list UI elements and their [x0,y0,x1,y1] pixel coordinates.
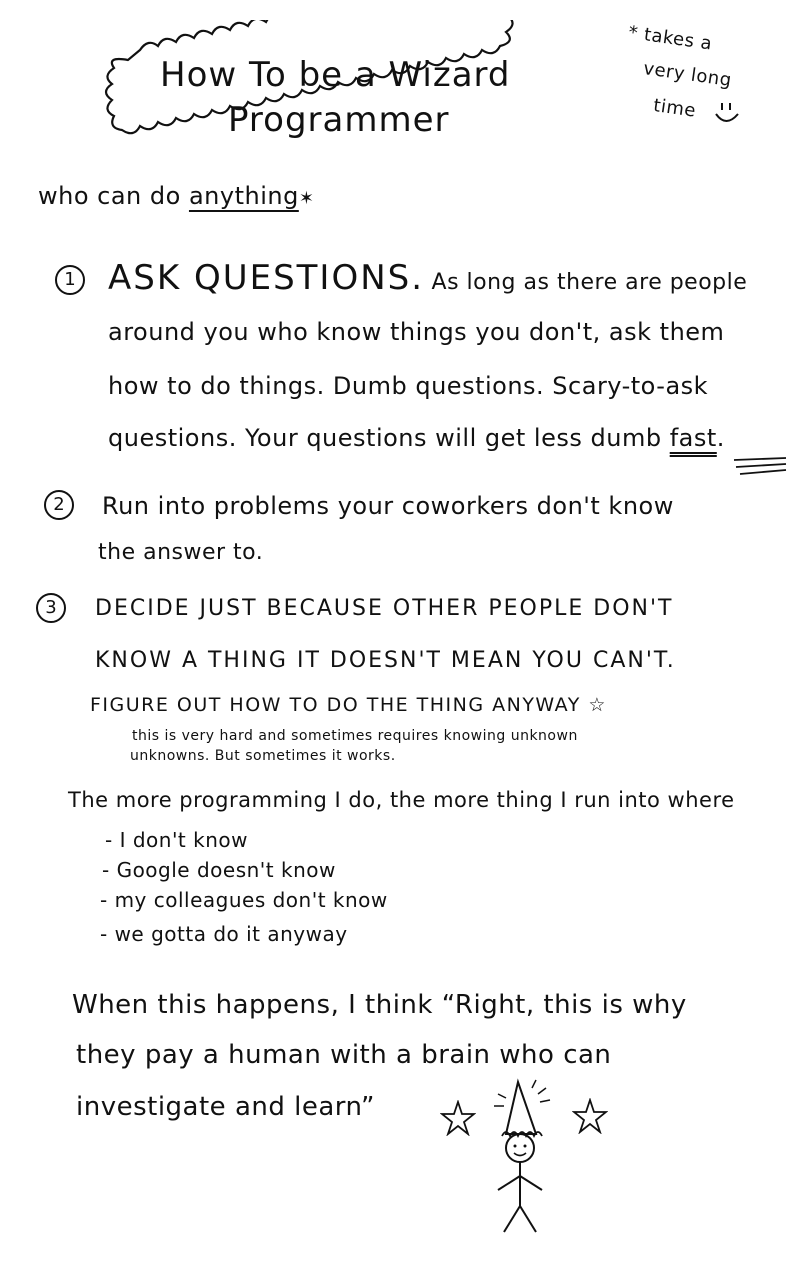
smiley-icon [712,100,742,130]
section-3-note-line-2: unknowns. But sometimes it works. [130,748,396,764]
star-icon: ✶ [298,188,315,209]
fast-underline-marks [730,456,790,480]
section-1-line-1 [108,258,747,298]
more-item-3: - my colleagues don't know [100,888,388,912]
section-1-line-4-text: questions. Your questions will get less dumb [108,424,670,452]
section-3-line-2: KNOW A THING IT DOESN'T MEAN YOU CAN'T. [95,648,676,673]
section-1-line-4 [108,424,725,452]
section-1-line-1-rest: As long as there are people [424,270,748,295]
title-cloud-border [100,20,600,170]
section-3-number: 3 [36,593,66,623]
section-1-line-3: how to do things. Dumb questions. Scary-to-ask [108,372,709,400]
star-icon [572,1098,608,1134]
side-note-line-2: very long [642,58,733,92]
subtitle-emphasis: anything [188,182,299,210]
subtitle-prefix: who can do [38,182,189,210]
section-3-note-line-1: this is very hard and sometimes requires knowing unknown [132,728,578,744]
section-1-number: 1 [55,265,85,295]
wizard-figure [480,1078,570,1238]
side-note-line-1: * takes a [627,22,714,55]
section-3-line-1: DECIDE JUST BECAUSE OTHER PEOPLE DON'T [95,596,674,621]
page-title-line-2: Programmer [228,100,450,140]
more-item-1: - I don't know [105,828,248,852]
closing-line-1: When this happens, I think “Right, this is why [72,990,687,1020]
star-icon [440,1100,476,1136]
more-item-2: - Google doesn't know [102,858,336,882]
section-1-line-2: around you who know things you don't, ask them [108,318,725,346]
subtitle [38,182,314,210]
section-2-line-1: Run into problems your coworkers don't know [102,492,674,520]
page-title-line-1: How To be a Wizard [160,55,511,95]
more-intro: The more programming I do, the more thing I run into where [68,788,735,812]
section-2-line-2: the answer to. [98,540,264,565]
section-1-fast: fast [669,424,717,452]
section-1-line-4-end: . [716,424,725,452]
section-1-heading: ASK QUESTIONS. [108,258,425,298]
closing-line-2: they pay a human with a brain who can [76,1040,612,1070]
side-note-line-3: time [652,95,698,122]
closing-line-3: investigate and learn” [76,1092,376,1122]
section-2-number: 2 [44,490,74,520]
section-3-line-3: FIGURE OUT HOW TO DO THE THING ANYWAY ☆ [90,694,607,716]
more-item-4: - we gotta do it anyway [100,922,348,946]
